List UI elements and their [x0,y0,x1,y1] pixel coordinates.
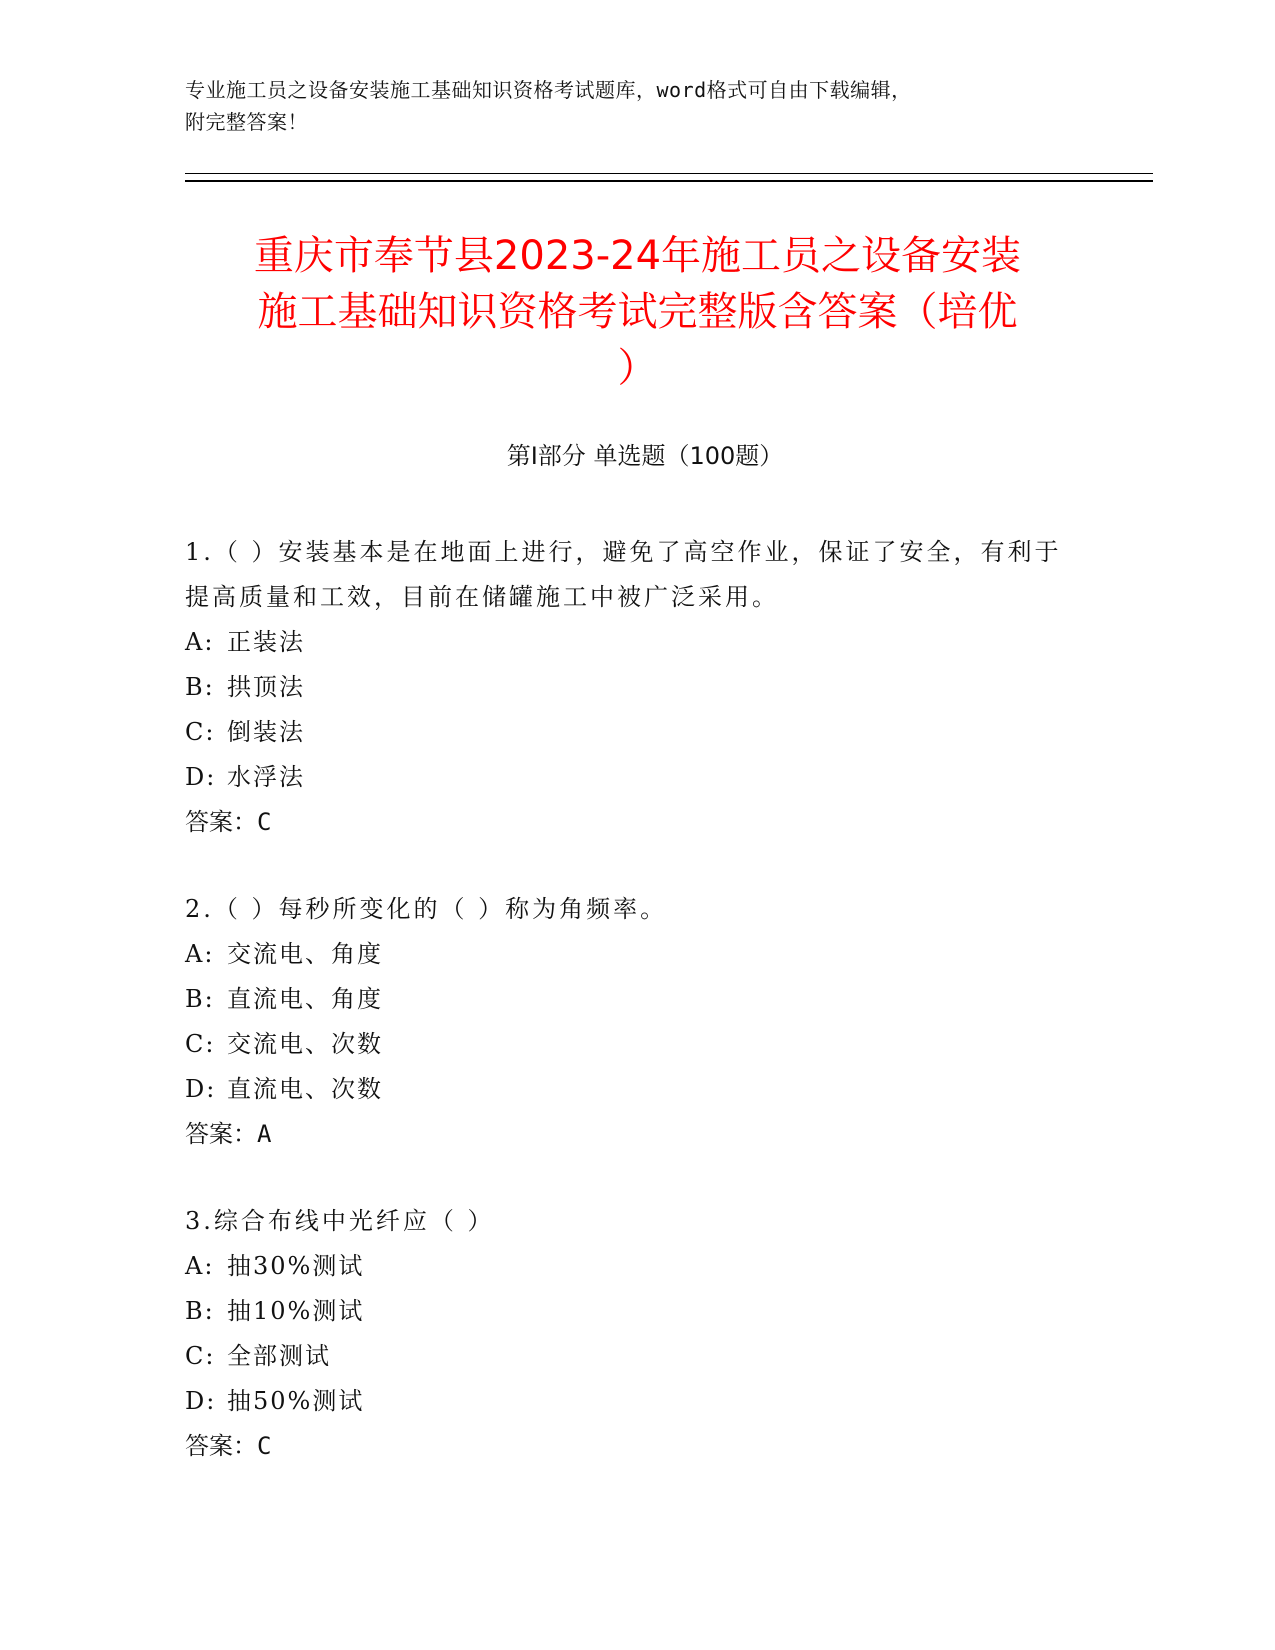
option-text: 全部测试 [227,1342,331,1370]
answer-line [185,800,1065,845]
option-text: 直流电、次数 [227,1075,383,1103]
header-divider-thick [185,180,1153,182]
answer-value: C [257,808,272,836]
option-a [185,620,1065,665]
option-a [185,1244,1065,1289]
option-text: 交流电、次数 [227,1030,383,1058]
option-letter: D: [185,1075,217,1103]
option-text: 正装法 [227,628,305,656]
option-d [185,1067,1065,1112]
option-text: 拱顶法 [227,673,305,701]
header-note-line-2: 附完整答案！ [185,110,308,134]
answer-line [185,1424,1065,1469]
document-title [180,228,1095,396]
option-letter: B: [185,673,215,701]
option-letter: A: [185,1252,215,1280]
question-1 [185,530,1065,845]
document-title-line-2: 施工基础知识资格考试完整版含答案（培优 [257,289,1018,335]
option-text: 直流电、角度 [227,985,383,1013]
option-text: 交流电、角度 [227,940,383,968]
answer-label: 答案： [185,1432,257,1460]
option-text: 倒装法 [227,718,305,746]
header-note [185,74,1065,138]
answer-line [185,1112,1065,1157]
option-letter: C: [185,1342,216,1370]
option-d [185,755,1065,800]
answer-label: 答案： [185,1120,257,1148]
document-title-line-3: ） [617,345,658,391]
option-letter: D: [185,763,217,791]
option-c [185,710,1065,755]
option-letter: A: [185,940,215,968]
option-letter: A: [185,628,215,656]
document-title-line-1: 重庆市奉节县2023-24年施工员之设备安装 [253,233,1022,279]
option-letter: C: [185,1030,216,1058]
question-stem: 2.（ ）每秒所变化的（ ）称为角频率。 [185,895,668,923]
option-b [185,665,1065,710]
question-stem: 1.（ ）安装基本是在地面上进行，避免了高空作业，保证了安全，有利于提高质量和工效，目前在储罐施工中被广泛采用。 [185,538,1062,611]
question-3 [185,1199,1065,1469]
option-letter: D: [185,1387,217,1415]
option-a [185,932,1065,977]
header-divider-thin [185,173,1153,174]
option-b [185,1289,1065,1334]
question-2 [185,887,1065,1157]
question-list [185,530,1065,1511]
option-text: 水浮法 [227,763,305,791]
answer-value: A [257,1120,272,1148]
answer-label: 答案： [185,808,257,836]
answer-value: C [257,1432,272,1460]
option-b [185,977,1065,1022]
option-letter: C: [185,718,216,746]
header-note-line-1: 专业施工员之设备安装施工基础知识资格考试题库，word格式可自由下载编辑， [185,78,912,102]
option-c [185,1022,1065,1067]
option-letter: B: [185,1297,215,1325]
section-heading: 第I部分 单选题（100题） [506,442,784,470]
option-text: 抽30%测试 [227,1252,365,1280]
option-text: 抽50%测试 [227,1387,365,1415]
option-letter: B: [185,985,215,1013]
option-d [185,1379,1065,1424]
question-stem: 3.综合布线中光纤应（ ） [185,1207,495,1235]
option-c [185,1334,1065,1379]
option-text: 抽10%测试 [227,1297,365,1325]
